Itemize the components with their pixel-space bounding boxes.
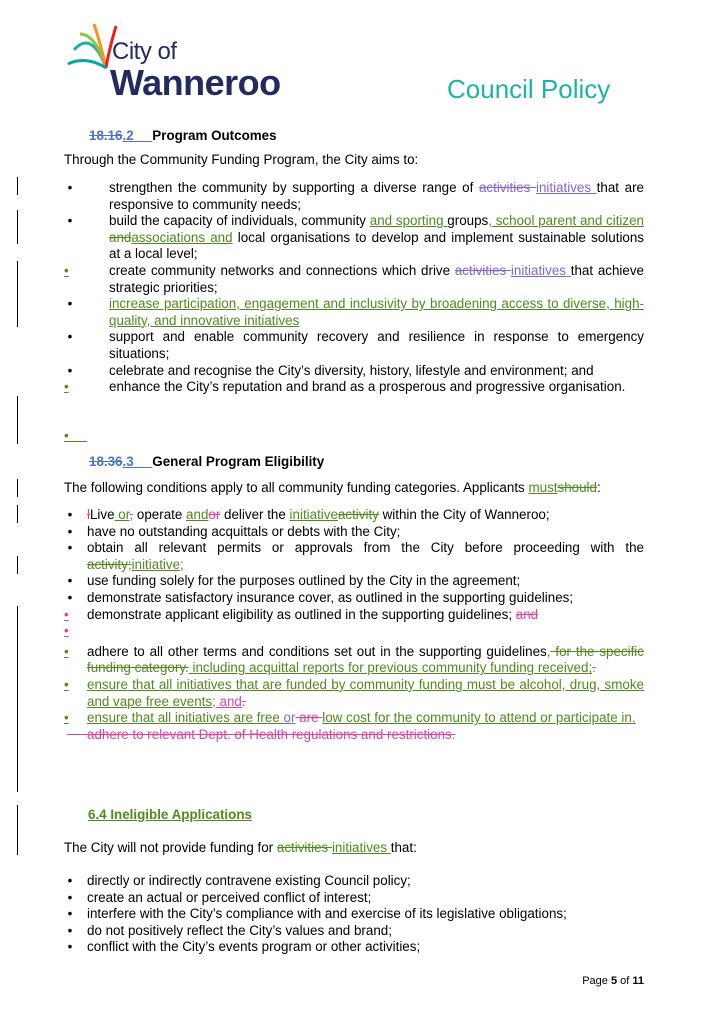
list-item: • build the capacity of individuals, community and sporting groups, school parent and citizen andassociations and local organisations to develop and implement sustainable solutions at a local level;: [67, 213, 645, 262]
empty-bullet: •: [64, 428, 69, 443]
change-bar: [17, 479, 18, 497]
section-heading-6-3: 18.36.3 General Program Eligibility: [89, 454, 325, 469]
list-item: • celebrate and recognise the City’s diversity, history, lifestyle and environment; and: [67, 362, 594, 378]
section-heading-6-2: 18.16.2 Program Outcomes: [89, 128, 277, 143]
list-item: • increase participation, engagement and inclusivity by broadening access to diverse, high-quality, and innovative initiatives: [67, 296, 644, 328]
city-logo: [66, 20, 296, 104]
change-bar: [17, 606, 18, 792]
list-item: • adhere to all other terms and conditions set out in the supporting guidelines, for the specific funding category. including acquittal reports for previous community funding received;.: [64, 643, 644, 676]
list-item: • lLive or, operate andor deliver the initiativeactivity within the City of Wanneroo;: [67, 507, 550, 522]
list-item: • interfere with the City’s compliance with and exercise of its legislative obligations;: [67, 906, 567, 922]
list-item: • ensure that all initiatives that are funded by community funding must be alcohol, drug, smoke and vape free events; and.: [64, 676, 644, 709]
program-outcomes-list: [64, 180, 644, 396]
list-item: • use funding solely for the purposes outlined by the City in the agreement;: [67, 573, 521, 589]
document-type-title: Council Policy: [447, 74, 611, 104]
list-item: • create an actual or perceived conflict of interest;: [67, 889, 372, 905]
page-number: Page 5 of 11: [582, 975, 644, 987]
section-6-3-intro: The following conditions apply to all community funding categories. Applicants mustshould:: [64, 480, 601, 495]
section-6-2-intro: Through the Community Funding Program, the City aims to:: [64, 152, 419, 167]
logo-line1: City of: [112, 38, 177, 65]
list-item: • have no outstanding acquittals or debts with the City;: [67, 523, 401, 539]
list-item: • conflict with the City’s events program or other activities;: [67, 939, 421, 955]
list-item: • enhance the City’s reputation and brand as a prosperous and progressive organisation.: [64, 379, 626, 395]
list-item: • obtain all relevant permits or approvals from the City before proceeding with the activity;initiative;: [67, 540, 644, 572]
list-item: •: [64, 623, 69, 639]
ineligible-list: [64, 873, 644, 956]
list-item: • demonstrate applicant eligibility as outlined in the supporting guidelines; and: [64, 606, 539, 622]
section-heading-6-4: 6.4 Ineligible Applications: [88, 807, 252, 822]
change-bar: [17, 210, 18, 244]
list-item: • create community networks and connections which drive activities initiatives that achieve strategic priorities;: [64, 262, 644, 295]
list-item: • directly or indirectly contravene existing Council policy;: [67, 873, 411, 888]
list-item: adhere to relevant Dept. of Health regulations and restrictions.: [87, 726, 456, 742]
change-bar: [17, 261, 18, 327]
list-item: • strengthen the community by supporting a diverse range of activities initiatives that are responsive to community needs;: [67, 180, 644, 212]
list-item: • do not positively reflect the City’s values and brand;: [67, 922, 392, 938]
change-bar: [17, 805, 18, 855]
list-item: • support and enable community recovery and resilience in response to emergency situations;: [67, 329, 644, 361]
logo-line2: Wanneroo: [110, 62, 281, 103]
section-6-4-intro: The City will not provide funding for activities initiatives that:: [64, 840, 417, 855]
change-bar: [17, 505, 18, 523]
list-item: • ensure that all initiatives are free or are low cost for the community to attend or participate in.: [64, 710, 636, 726]
eligibility-list: [64, 507, 644, 743]
list-item: • demonstrate satisfactory insurance cover, as outlined in the supporting guidelines;: [67, 589, 574, 605]
change-bar: [17, 177, 18, 195]
change-bar: [17, 396, 18, 444]
change-bar: [17, 556, 18, 574]
